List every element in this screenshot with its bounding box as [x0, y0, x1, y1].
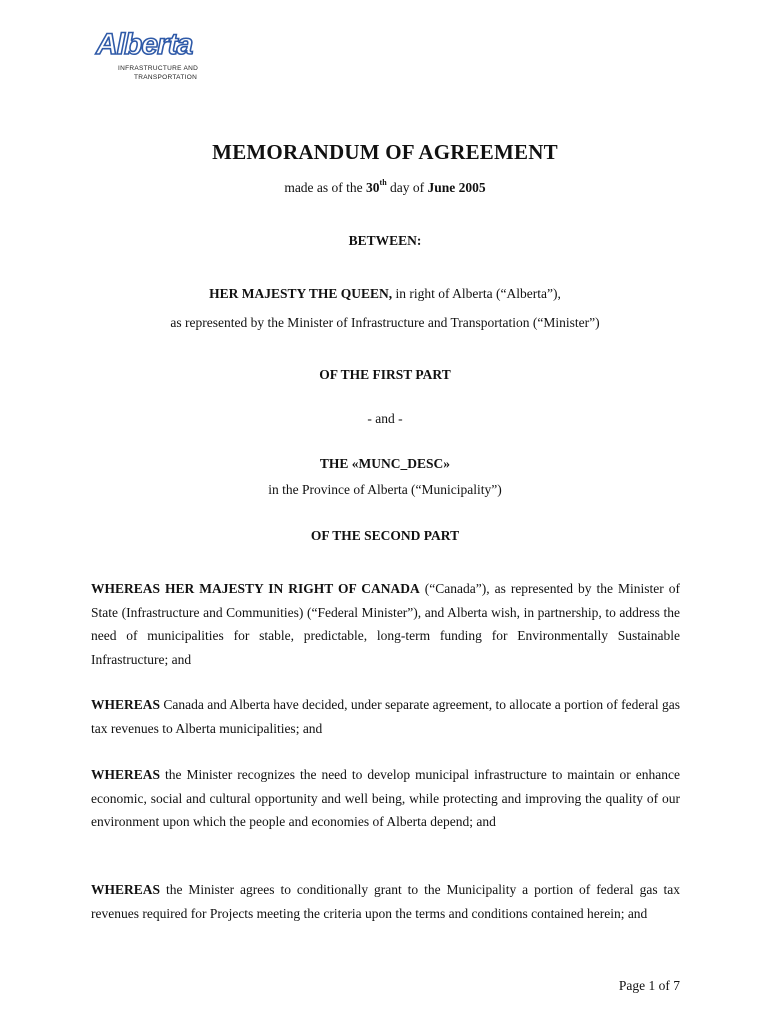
- party1-line1: [0, 286, 770, 302]
- logo-wordmark: Alberta: [96, 28, 193, 61]
- whereas-text: the Minister recognizes the need to develop municipal infrastructure to maintain or enhance economic, social and cultural opportunity and well being, while protecting and improving the quality of our environment upon which the people and economies of Alberta depend; and: [91, 767, 680, 829]
- whereas-paragraph-2: [91, 693, 680, 740]
- whereas-text: Canada and Alberta have decided, under separate agreement, to allocate a portion of federal gas tax revenues to Alberta municipalities; and: [91, 697, 680, 736]
- between-heading: BETWEEN:: [348, 233, 422, 248]
- and-separator: - and -: [367, 411, 403, 426]
- party2-role: OF THE SECOND PART: [310, 528, 460, 543]
- document-title: MEMORANDUM OF AGREEMENT: [212, 140, 558, 164]
- made-as-middle: day of: [386, 180, 428, 195]
- party2-name: THE «MUNC_DESC»: [319, 456, 451, 471]
- made-as-of-line: [0, 180, 770, 196]
- logo-subtitle-line1: INFRASTRUCTURE AND: [118, 65, 199, 72]
- whereas-text: the Minister agrees to conditionally grant to the Municipality a portion of federal gas tax revenues required for Projects meeting the criteria upon the terms and conditions contained herein; and: [91, 882, 680, 921]
- logo-subtitle-line2: TRANSPORTATION: [134, 74, 198, 81]
- alberta-logo: [96, 28, 206, 84]
- whereas-paragraph-3: [91, 763, 680, 834]
- made-as-prefix: made as of the: [284, 180, 367, 195]
- whereas-lead: WHEREAS: [91, 697, 161, 712]
- whereas-lead: WHEREAS HER MAJESTY IN RIGHT OF CANADA: [91, 581, 420, 596]
- party1-name: HER MAJESTY THE QUEEN,: [209, 286, 393, 301]
- logo-subtitle: [118, 64, 198, 82]
- whereas-lead: WHEREAS: [91, 882, 161, 897]
- made-as-day: 30: [366, 180, 380, 195]
- whereas-lead: WHEREAS: [91, 767, 161, 782]
- made-as-day-suffix: th: [379, 178, 387, 187]
- whereas-text: (“Canada”), as represented by the Minister of State (Infrastructure and Communities) (“Federal Minister”), and Alberta wish, in partnership, to address the need of municipalities for stable, predictable, long-term funding for Environmentally Sustainable Infrastructure; and: [91, 581, 680, 667]
- party1-rest: in right of Alberta (“Alberta”),: [392, 286, 561, 301]
- made-as-month-year: June 2005: [427, 180, 486, 195]
- party2-line2: in the Province of Alberta (“Municipality”): [268, 482, 502, 497]
- party1-role: OF THE FIRST PART: [319, 367, 451, 382]
- whereas-paragraph-4: [91, 878, 680, 925]
- page-number: Page 1 of 7: [618, 978, 680, 993]
- party1-line2: as represented by the Minister of Infrastructure and Transportation (“Minister”): [170, 315, 600, 330]
- whereas-paragraph-1: [91, 577, 680, 671]
